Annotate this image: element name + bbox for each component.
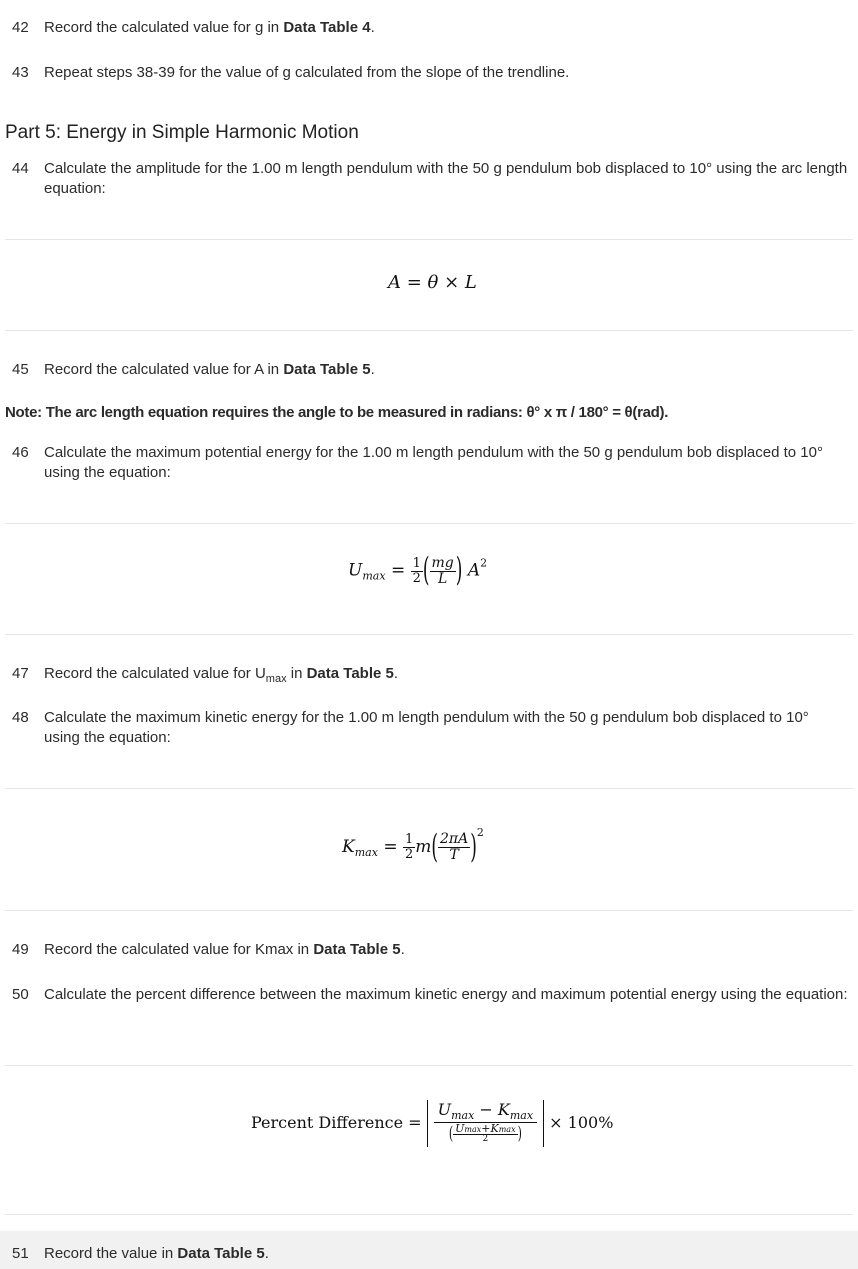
divider	[5, 523, 853, 524]
step-text: Record the value in Data Table 5.	[44, 1245, 269, 1262]
step-text: Calculate the maximum potential energy for the 1.00 m length pendulum with the 50 g pendulum bob displaced to 10° using the equation:	[44, 444, 823, 481]
step-number: 50	[12, 986, 29, 1003]
step-number: 49	[12, 941, 29, 958]
step-number: 43	[12, 64, 29, 81]
step-text: Record the calculated value for Kmax in Data Table 5.	[44, 941, 405, 958]
step-text: Record the calculated value for A in Data Table 5.	[44, 361, 375, 378]
step-text: Calculate the amplitude for the 1.00 m length pendulum with the 50 g pendulum bob displaced to 10° using the arc length equation:	[44, 160, 848, 197]
divider	[5, 1214, 853, 1215]
divider	[5, 634, 853, 635]
step-number: 44	[12, 160, 29, 177]
divider	[5, 788, 853, 789]
step-45	[12, 360, 848, 380]
amplitude-equation: A = θ × L	[388, 272, 477, 293]
step-number: 47	[12, 665, 29, 682]
step-number: 42	[12, 19, 29, 36]
data-table-ref: Data Table 5	[313, 941, 401, 958]
step-46	[12, 443, 848, 483]
step-text: Calculate the maximum kinetic energy for the 1.00 m length pendulum with the 50 g pendulum bob displaced to 10° using the equation:	[44, 709, 809, 746]
step-number: 45	[12, 361, 29, 378]
kmax-equation: $K_{max}$ = $\frac{1}{2}$ m( $\frac{2\pi A}{T}$ )$^2$	[342, 826, 484, 867]
umax-equation: $U_{max}$ = $\frac{1}{2}$ ( $\frac{mg}{L}$ ) $A^2$	[348, 552, 488, 591]
data-table-ref: Data Table 5	[306, 665, 394, 682]
step-51	[12, 1244, 848, 1264]
step-text: Record the calculated value for g in Data Table 4.	[44, 19, 375, 36]
divider	[5, 239, 853, 240]
step-43	[12, 63, 848, 83]
divider	[5, 330, 853, 331]
step-48	[12, 708, 848, 748]
percent-difference-equation: Percent Difference = $U_{max} - K_{max}$ ( $\frac{Umax+Kmax}{2}$ ) × 100%	[251, 1100, 613, 1147]
step-number: 48	[12, 709, 29, 726]
step-44	[12, 159, 848, 199]
data-table-ref: Data Table 5	[177, 1245, 265, 1262]
data-table-ref: Data Table 4	[283, 19, 371, 36]
step-number: 46	[12, 444, 29, 461]
step-49	[12, 940, 848, 960]
step-number: 51	[12, 1245, 29, 1262]
divider	[5, 910, 853, 911]
radians-note: Note: The arc length equation requires the angle to be measured in radians: θ° x π / 180° = θ(rad).	[5, 404, 669, 421]
step-50	[12, 985, 848, 1005]
step-text: Repeat steps 38-39 for the value of g calculated from the slope of the trendline.	[44, 64, 570, 81]
step-47	[12, 664, 848, 689]
step-text: Calculate the percent difference between the maximum kinetic energy and maximum potential energy using the equation:	[44, 986, 848, 1003]
step-42	[12, 18, 848, 38]
data-table-ref: Data Table 5	[283, 361, 371, 378]
section-heading: Part 5: Energy in Simple Harmonic Motion	[5, 122, 359, 143]
divider	[5, 1065, 853, 1066]
step-text: Record the calculated value for $U_{max}$ in Data Table 5.	[44, 665, 399, 685]
